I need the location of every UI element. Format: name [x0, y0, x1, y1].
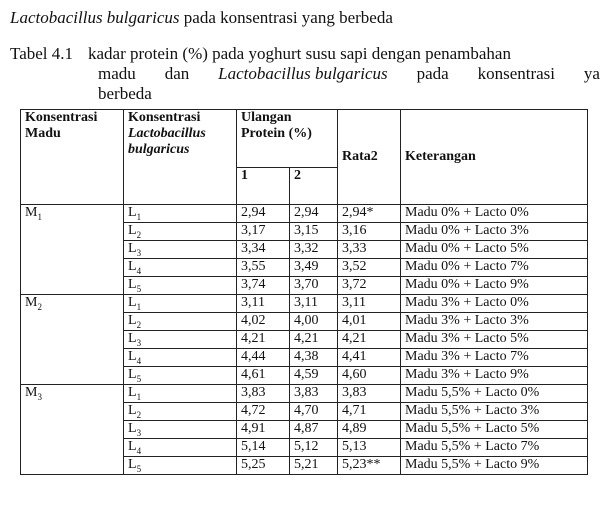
ulangan-1-value: 4,61: [237, 367, 290, 385]
caption-word-pada: pada: [416, 64, 449, 83]
ulangan-2-value: 5,21: [290, 457, 338, 475]
header-konsentrasi-lacto: Konsentrasi Lactobacillus bulgaricus: [124, 110, 237, 205]
caption-label: Tabel 4.1: [10, 44, 74, 63]
lacto-level: $L_3$: [124, 421, 237, 439]
keterangan-text: Madu 5,5% + Lacto 7%: [401, 439, 588, 457]
caption-text-3: berbeda: [98, 84, 152, 103]
ulangan-1-value: 3,11: [237, 295, 290, 313]
ulangan-1-value: 4,44: [237, 349, 290, 367]
header-konsentrasi-madu: Konsentrasi Madu: [21, 110, 124, 205]
lacto-level: $L_2$: [124, 313, 237, 331]
caption-line-3: [10, 84, 600, 104]
lacto-level: $L_5$: [124, 277, 237, 295]
keterangan-text: Madu 3% + Lacto 5%: [401, 331, 588, 349]
header-row: [21, 110, 588, 168]
rata-value: 4,41: [338, 349, 401, 367]
table-caption: [10, 44, 600, 104]
table-body: [21, 205, 588, 475]
keterangan-text: Madu 5,5% + Lacto 9%: [401, 457, 588, 475]
ulangan-1-value: 2,94: [237, 205, 290, 223]
intro-line: [10, 8, 393, 28]
keterangan-text: Madu 0% + Lacto 9%: [401, 277, 588, 295]
rata-value: 4,21: [338, 331, 401, 349]
ulangan-1-value: 4,02: [237, 313, 290, 331]
caption-line-1: [10, 44, 600, 64]
ulangan-2-value: 2,94: [290, 205, 338, 223]
header-keterangan: Keterangan: [401, 110, 588, 205]
keterangan-text: Madu 0% + Lacto 7%: [401, 259, 588, 277]
keterangan-text: Madu 3% + Lacto 9%: [401, 367, 588, 385]
intro-rest: pada konsentrasi yang berbeda: [179, 8, 393, 27]
keterangan-text: Madu 3% + Lacto 0%: [401, 295, 588, 313]
rata-value: 3,52: [338, 259, 401, 277]
rata-value: 3,33: [338, 241, 401, 259]
lacto-level: $L_3$: [124, 331, 237, 349]
lacto-level: $L_5$: [124, 367, 237, 385]
intro-italic: Lactobacillus bulgaricus: [10, 8, 180, 27]
madu-group-label: $M_3$: [21, 385, 124, 475]
header-rata: Rata2: [338, 110, 401, 205]
caption-species: Lactobacillus bulgaricus: [218, 64, 388, 83]
table-row: [21, 205, 588, 223]
ulangan-2-value: 3,11: [290, 295, 338, 313]
ulangan-2-value: 4,59: [290, 367, 338, 385]
ulangan-2-value: 3,83: [290, 385, 338, 403]
lacto-level: $L_1$: [124, 385, 237, 403]
protein-table: [20, 109, 588, 475]
rata-value: 4,60: [338, 367, 401, 385]
ulangan-2-value: 5,12: [290, 439, 338, 457]
keterangan-text: Madu 5,5% + Lacto 0%: [401, 385, 588, 403]
rata-value: 2,94*: [338, 205, 401, 223]
lacto-level: $L_5$: [124, 457, 237, 475]
keterangan-text: Madu 3% + Lacto 3%: [401, 313, 588, 331]
ulangan-2-value: 4,87: [290, 421, 338, 439]
caption-line-2: [10, 64, 600, 84]
header-ulangan-1: 1: [237, 168, 290, 205]
ulangan-1-value: 3,83: [237, 385, 290, 403]
ulangan-1-value: 4,91: [237, 421, 290, 439]
ulangan-2-value: 4,38: [290, 349, 338, 367]
keterangan-text: Madu 0% + Lacto 5%: [401, 241, 588, 259]
rata-value: 3,83: [338, 385, 401, 403]
rata-value: 4,01: [338, 313, 401, 331]
rata-value: 3,11: [338, 295, 401, 313]
keterangan-text: Madu 5,5% + Lacto 5%: [401, 421, 588, 439]
header-ulangan: Ulangan Protein (%): [237, 110, 338, 168]
table-row: [21, 385, 588, 403]
caption-word-madu: madu: [98, 64, 136, 83]
keterangan-text: Madu 0% + Lacto 0%: [401, 205, 588, 223]
ulangan-1-value: 3,17: [237, 223, 290, 241]
ulangan-2-value: 3,15: [290, 223, 338, 241]
rata-value: 5,23**: [338, 457, 401, 475]
rata-value: 3,16: [338, 223, 401, 241]
ulangan-1-value: 5,25: [237, 457, 290, 475]
ulangan-1-value: 4,21: [237, 331, 290, 349]
table-row: [21, 295, 588, 313]
keterangan-text: Madu 0% + Lacto 3%: [401, 223, 588, 241]
lacto-level: $L_1$: [124, 295, 237, 313]
rata-value: 5,13: [338, 439, 401, 457]
ulangan-2-value: 3,32: [290, 241, 338, 259]
keterangan-text: Madu 3% + Lacto 7%: [401, 349, 588, 367]
ulangan-1-value: 5,14: [237, 439, 290, 457]
rata-value: 3,72: [338, 277, 401, 295]
caption-word-dan: dan: [164, 64, 190, 83]
lacto-level: $L_1$: [124, 205, 237, 223]
ulangan-2-value: 3,70: [290, 277, 338, 295]
caption-text-1: kadar protein (%) pada yoghurt susu sapi dengan penambahan: [88, 44, 511, 63]
caption-word-ya: ya: [583, 64, 600, 83]
keterangan-text: Madu 5,5% + Lacto 3%: [401, 403, 588, 421]
caption-word-konsentrasi: konsentrasi: [477, 64, 556, 83]
lacto-level: $L_2$: [124, 403, 237, 421]
madu-group-label: $M_1$: [21, 205, 124, 295]
rata-value: 4,89: [338, 421, 401, 439]
ulangan-2-value: 3,49: [290, 259, 338, 277]
lacto-level: $L_2$: [124, 223, 237, 241]
ulangan-2-value: 4,21: [290, 331, 338, 349]
header-ulangan-2: 2: [290, 168, 338, 205]
ulangan-1-value: 3,74: [237, 277, 290, 295]
rata-value: 4,71: [338, 403, 401, 421]
lacto-level: $L_4$: [124, 259, 237, 277]
ulangan-1-value: 4,72: [237, 403, 290, 421]
lacto-level: $L_3$: [124, 241, 237, 259]
ulangan-2-value: 4,00: [290, 313, 338, 331]
ulangan-1-value: 3,34: [237, 241, 290, 259]
lacto-level: $L_4$: [124, 439, 237, 457]
madu-group-label: $M_2$: [21, 295, 124, 385]
ulangan-1-value: 3,55: [237, 259, 290, 277]
ulangan-2-value: 4,70: [290, 403, 338, 421]
lacto-level: $L_4$: [124, 349, 237, 367]
